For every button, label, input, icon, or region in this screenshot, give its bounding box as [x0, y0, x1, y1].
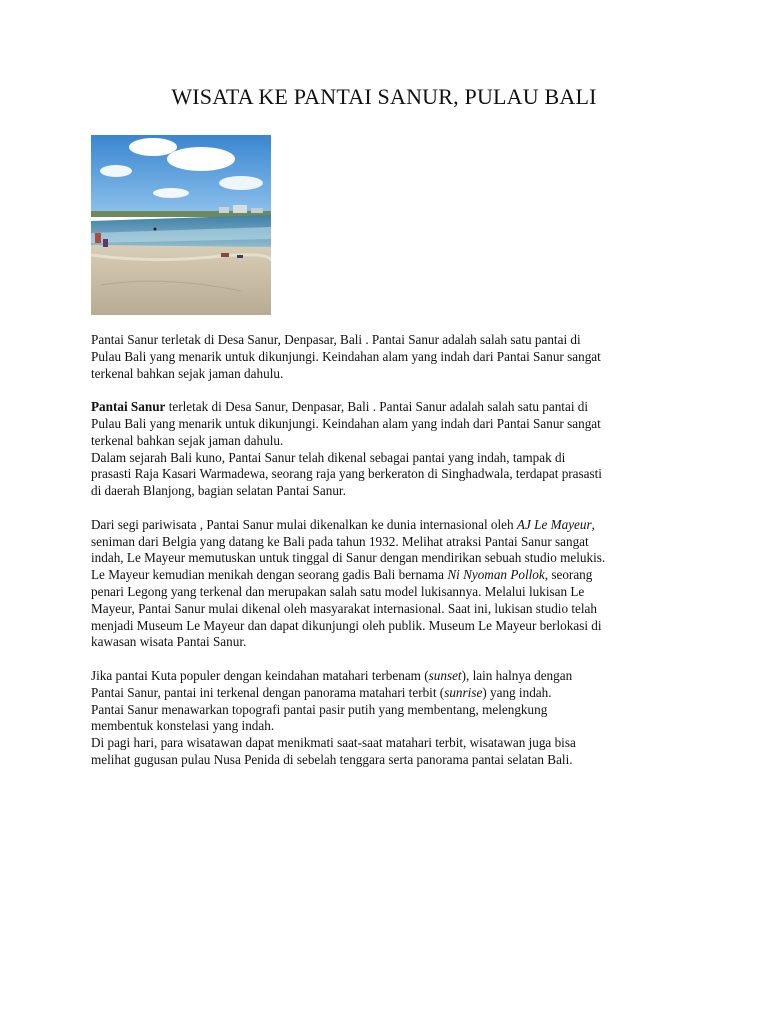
- text-line: Dalam sejarah Bali kuno, Pantai Sanur telah dikenal sebagai pantai yang indah, tampak di: [91, 449, 566, 465]
- bold-lead: Pantai Sanur: [91, 399, 166, 415]
- text-line: , seorang: [544, 567, 593, 583]
- text-line: Jika pantai Kuta populer dengan keindahan matahari terbenam (: [91, 667, 429, 683]
- text-line: membentuk konstelasi yang indah.: [91, 718, 275, 734]
- paragraph: [91, 332, 691, 382]
- italic-term: sunrise: [444, 684, 483, 700]
- italic-name: AJ Le Mayeur: [516, 516, 592, 532]
- italic-term: sunset: [428, 667, 462, 683]
- text-line: ), lain halnya dengan: [461, 667, 573, 683]
- text-line: seniman dari Belgia yang datang ke Bali pada tahun 1932. Melihat atraksi Pantai Sanur sangat: [91, 533, 589, 549]
- text-line: Mayeur, Pantai Sanur mulai dikenal oleh masyarakat internasional. Saat ini, lukisan studio telah: [91, 600, 597, 616]
- text-line: melihat gugusan pulau Nusa Penida di sebelah tenggara serta panorama pantai selatan Bali.: [91, 751, 573, 767]
- paragraph: [91, 668, 691, 769]
- text-line: Pantai Sanur menawarkan topografi pantai pasir putih yang membentang, melengkung: [91, 701, 548, 717]
- text-line: Pulau Bali yang menarik untuk dikunjungi. Keindahan alam yang indah dari Pantai Sanur sangat: [91, 348, 601, 364]
- text-line: terletak di Desa Sanur, Denpasar, Bali . Pantai Sanur adalah salah satu pantai di: [165, 399, 589, 415]
- text-line: indah, Le Mayeur memutuskan untuk tinggal di Sanur dengan mendirikan sebuah studio melukis.: [91, 550, 606, 566]
- text-line: ) yang indah.: [482, 684, 552, 700]
- text-line: terkenal bahkan sejak jaman dahulu.: [91, 432, 284, 448]
- text-line: ,: [591, 516, 595, 532]
- document-body: [91, 332, 691, 769]
- text-line: menjadi Museum Le Mayeur dan dapat dikunjungi oleh publik. Museum Le Mayeur berlokasi di: [91, 617, 602, 633]
- paragraph: [91, 517, 691, 651]
- document-title: WISATA KE PANTAI SANUR, PULAU BALI: [171, 84, 597, 109]
- text-line: Pulau Bali yang menarik untuk dikunjungi. Keindahan alam yang indah dari Pantai Sanur sangat: [91, 415, 601, 431]
- text-line: penari Legong yang terkenal dan merupakan salah satu model lukisannya. Melalui lukisan Le: [91, 583, 585, 599]
- italic-name: Ni Nyoman Pollok: [447, 567, 545, 583]
- paragraph: [91, 399, 691, 500]
- beach-photo: [91, 135, 271, 315]
- text-line: terkenal bahkan sejak jaman dahulu.: [91, 365, 284, 381]
- text-line: Di pagi hari, para wisatawan dapat menikmati saat-saat matahari terbit, wisatawan juga bisa: [91, 735, 576, 751]
- text-line: Le Mayeur kemudian menikah dengan seorang gadis Bali bernama: [91, 567, 448, 583]
- text-line: Pantai Sanur, pantai ini terkenal dengan panorama matahari terbit (: [91, 684, 445, 700]
- text-line: Pantai Sanur terletak di Desa Sanur, Denpasar, Bali . Pantai Sanur adalah salah satu pantai di: [91, 332, 581, 347]
- text-line: prasasti Raja Kasari Warmadewa, seorang raja yang berkeraton di Singhadwala, terdapat prasasti: [91, 466, 602, 482]
- text-line: Dari segi pariwisata , Pantai Sanur mulai dikenalkan ke dunia internasional oleh: [91, 516, 517, 532]
- text-line: di daerah Blanjong, bagian selatan Pantai Sanur.: [91, 483, 346, 499]
- text-line: kawasan wisata Pantai Sanur.: [91, 634, 247, 650]
